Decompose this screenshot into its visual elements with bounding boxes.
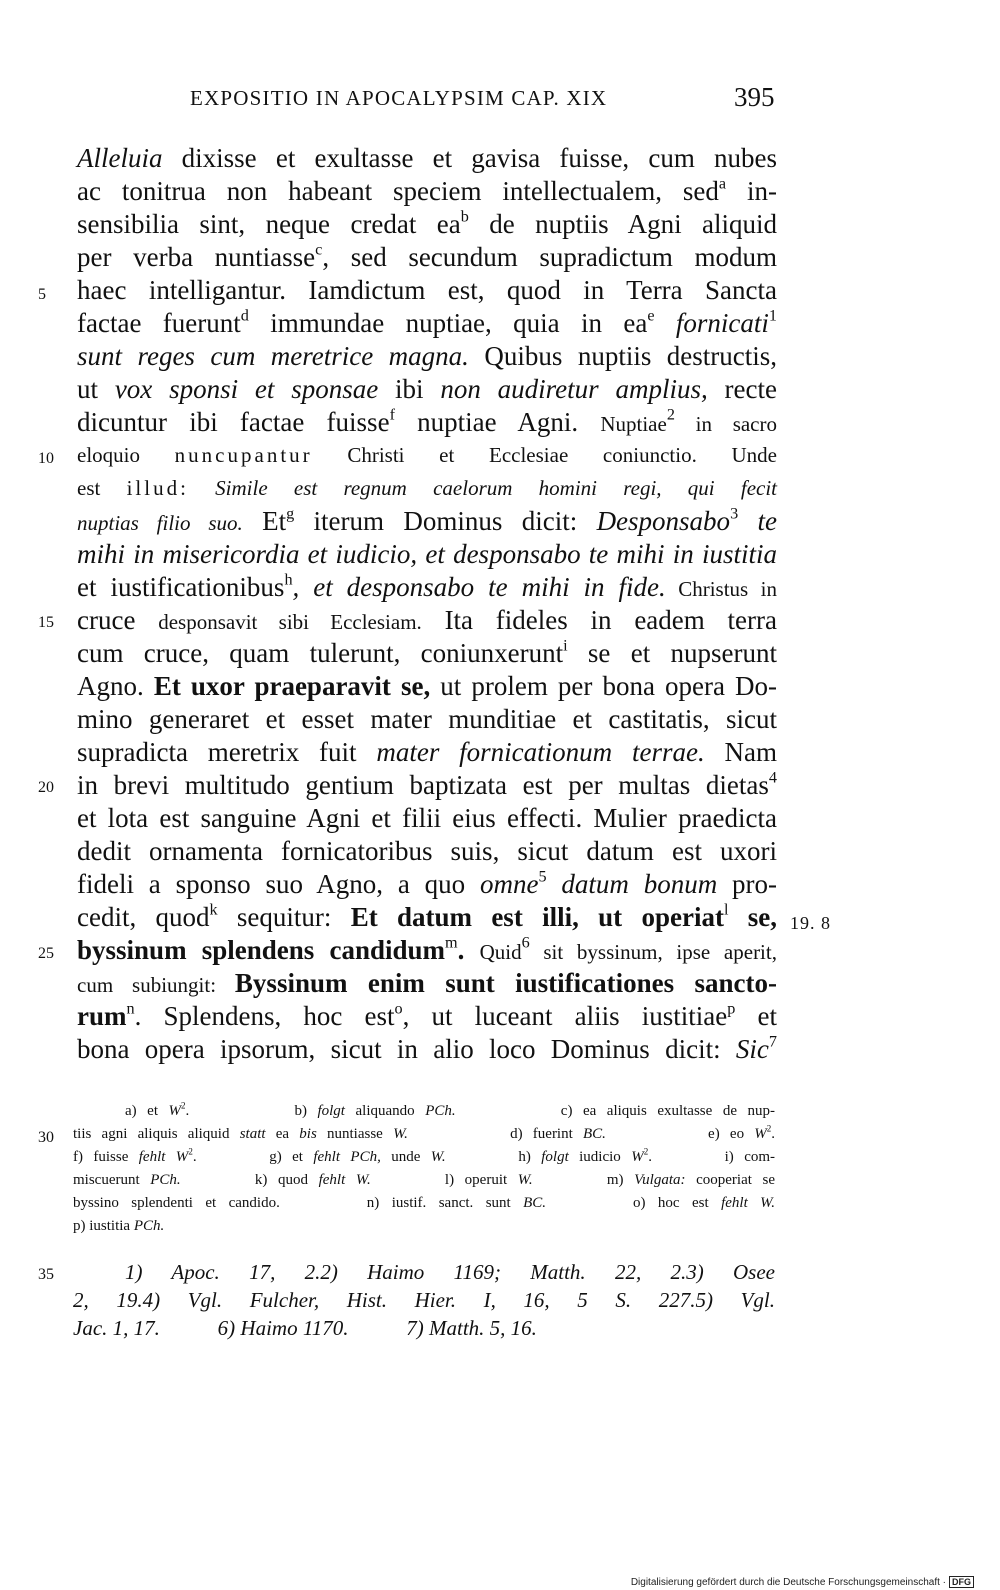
running-title: EXPOSITIO IN APOCALYPSIM CAP. XIX xyxy=(190,86,608,110)
text-line: per verba nuntiasse$^c$, sed secundum supradictum modum xyxy=(77,240,777,272)
text-line: ac tonitrua non habeant speciem intellectualem, sed$^a$ in- xyxy=(77,174,777,206)
apparatus-line: tiis agni aliquis aliquid statt ea bis nuntiasse W. d) fuerint BC. e) eo $W^2$. xyxy=(73,1123,776,1142)
apparatus-line: byssino splendenti et candido. n) iustif. sanct. sunt BC. o) hoc est fehlt W. xyxy=(73,1195,776,1211)
line-number: 5 xyxy=(38,286,46,303)
text-line: dicuntur ibi factae fuisse$^f$ nuptiae Agni. Nuptiae$^2$ in sacro xyxy=(77,405,777,437)
text-line: bona opera ipsorum, sicut in alio loco Dominus dicit: Sic$^7$ xyxy=(77,1032,777,1064)
line-number: 35 xyxy=(38,1266,54,1283)
text-line: factae fuerunt$^d$ immundae nuptiae, quia in $ea^e$ fornicati$^1$ xyxy=(77,306,777,338)
verse-reference: 19. 8 xyxy=(790,913,831,933)
text-line: est illud: Simile est regnum caelorum homini regi, qui fecit xyxy=(77,476,778,500)
source-line: Jac. 1, 17. 6) Haimo 1170. 7) Matth. 5, 16. xyxy=(73,1316,537,1340)
apparatus-line: p) iustitia PCh. xyxy=(73,1218,165,1234)
text-line: in brevi multitudo gentium baptizata est per multas dietas$^4$ xyxy=(77,768,777,800)
text-line: haec intelligantur. Iamdictum est, quod in Terra Sancta xyxy=(77,275,777,305)
line-number: 20 xyxy=(38,779,54,796)
line-number: 30 xyxy=(38,1129,54,1146)
text-line: supradicta meretrix fuit mater fornicationum terrae. Nam xyxy=(77,737,777,767)
source-line: 1) Apoc. 17, 2.2) Haimo 1169; Matth. 22, 2.3) Osee xyxy=(125,1260,775,1284)
text-line: rum$^n$. Splendens, hoc est$^o$, ut luceant aliis iustitiae$^p$ et xyxy=(77,999,777,1031)
text-line: mino generaret et esset mater munditiae et castitatis, sicut xyxy=(77,704,777,734)
text-line: cum subiungit: Byssinum enim sunt iustificationes sancto- xyxy=(77,968,777,998)
apparatus-line: f) fuisse fehlt $W^2$. g) et fehlt PCh, unde W. h) folgt iudicio $W^2$. i) com- xyxy=(73,1146,776,1165)
text-line: Agno. Et uxor praeparavit se, ut prolem per bona opera Do- xyxy=(77,671,777,701)
dfg-logo: DFG xyxy=(949,1576,974,1588)
credit-text: Digitalisierung gefördert durch die Deutsche Forschungsgemeinschaft · xyxy=(630,1577,946,1588)
apparatus-line: a) et $W^2$. b) folgt aliquando PCh. c) ea aliquis exultasse de nup- xyxy=(125,1100,775,1119)
text-line: dedit ornamenta fornicatoribus suis, sicut datum est uxori xyxy=(77,836,777,866)
text-line: et iustificationibus$^h$, et desponsabo te mihi in fide. Christus in xyxy=(77,570,777,602)
text-line: cum cruce, quam tulerunt, coniunxerunt$^i$ se et nupserunt xyxy=(77,636,778,668)
apparatus-line: miscuerunt PCh. k) quod fehlt W. l) operuit W. m) Vulgata: cooperiat se xyxy=(73,1172,776,1188)
text-line: sunt reges cum meretrice magna. Quibus nuptiis destructis, xyxy=(77,341,778,371)
text-line: ut vox sponsi et sponsae ibi non audiretur amplius, recte xyxy=(77,374,777,404)
line-number: 25 xyxy=(38,945,54,962)
text-line: fideli a sponso suo Agno, a quo omne$^5$ datum bonum pro- xyxy=(77,867,778,899)
text-line: sensibilia sint, neque credat $ea^b$ de nuptiis Agni aliquid xyxy=(77,207,777,239)
page-number: 395 xyxy=(734,82,775,112)
line-number: 15 xyxy=(38,614,54,631)
text-line: cruce desponsavit sibi Ecclesiam. Ita fideles in eadem terra xyxy=(77,605,777,635)
text-line: et lota est sanguine Agni et filii eius effecti. Mulier praedicta xyxy=(77,803,777,833)
text-line: cedit, quod$^k$ sequitur: Et datum est illi, ut operiat$^l$ se, xyxy=(77,900,777,932)
text-line: Alleluia dixisse et exultasse et gavisa fuisse, cum nubes xyxy=(77,143,777,173)
source-line: 2, 19.4) Vgl. Fulcher, Hist. Hier. I, 16, 5 S. 227.5) Vgl. xyxy=(73,1288,776,1312)
text-line: mihi in misericordia et iudicio, et desponsabo te mihi in iustitia xyxy=(77,539,777,569)
text-line: byssinum splendens candidum$^m$. Quid$^6$ sit byssinum, ipse aperit, xyxy=(77,933,777,965)
line-number: 10 xyxy=(38,450,54,467)
text-line: eloquio nuncupantur Christi et Ecclesiae coniunctio. Unde xyxy=(77,443,777,467)
digitization-credit xyxy=(631,1576,974,1588)
text-line: nuptias filio suo. Et$^g$ iterum Dominus dicit: Desponsabo$^3$ te xyxy=(77,504,777,536)
